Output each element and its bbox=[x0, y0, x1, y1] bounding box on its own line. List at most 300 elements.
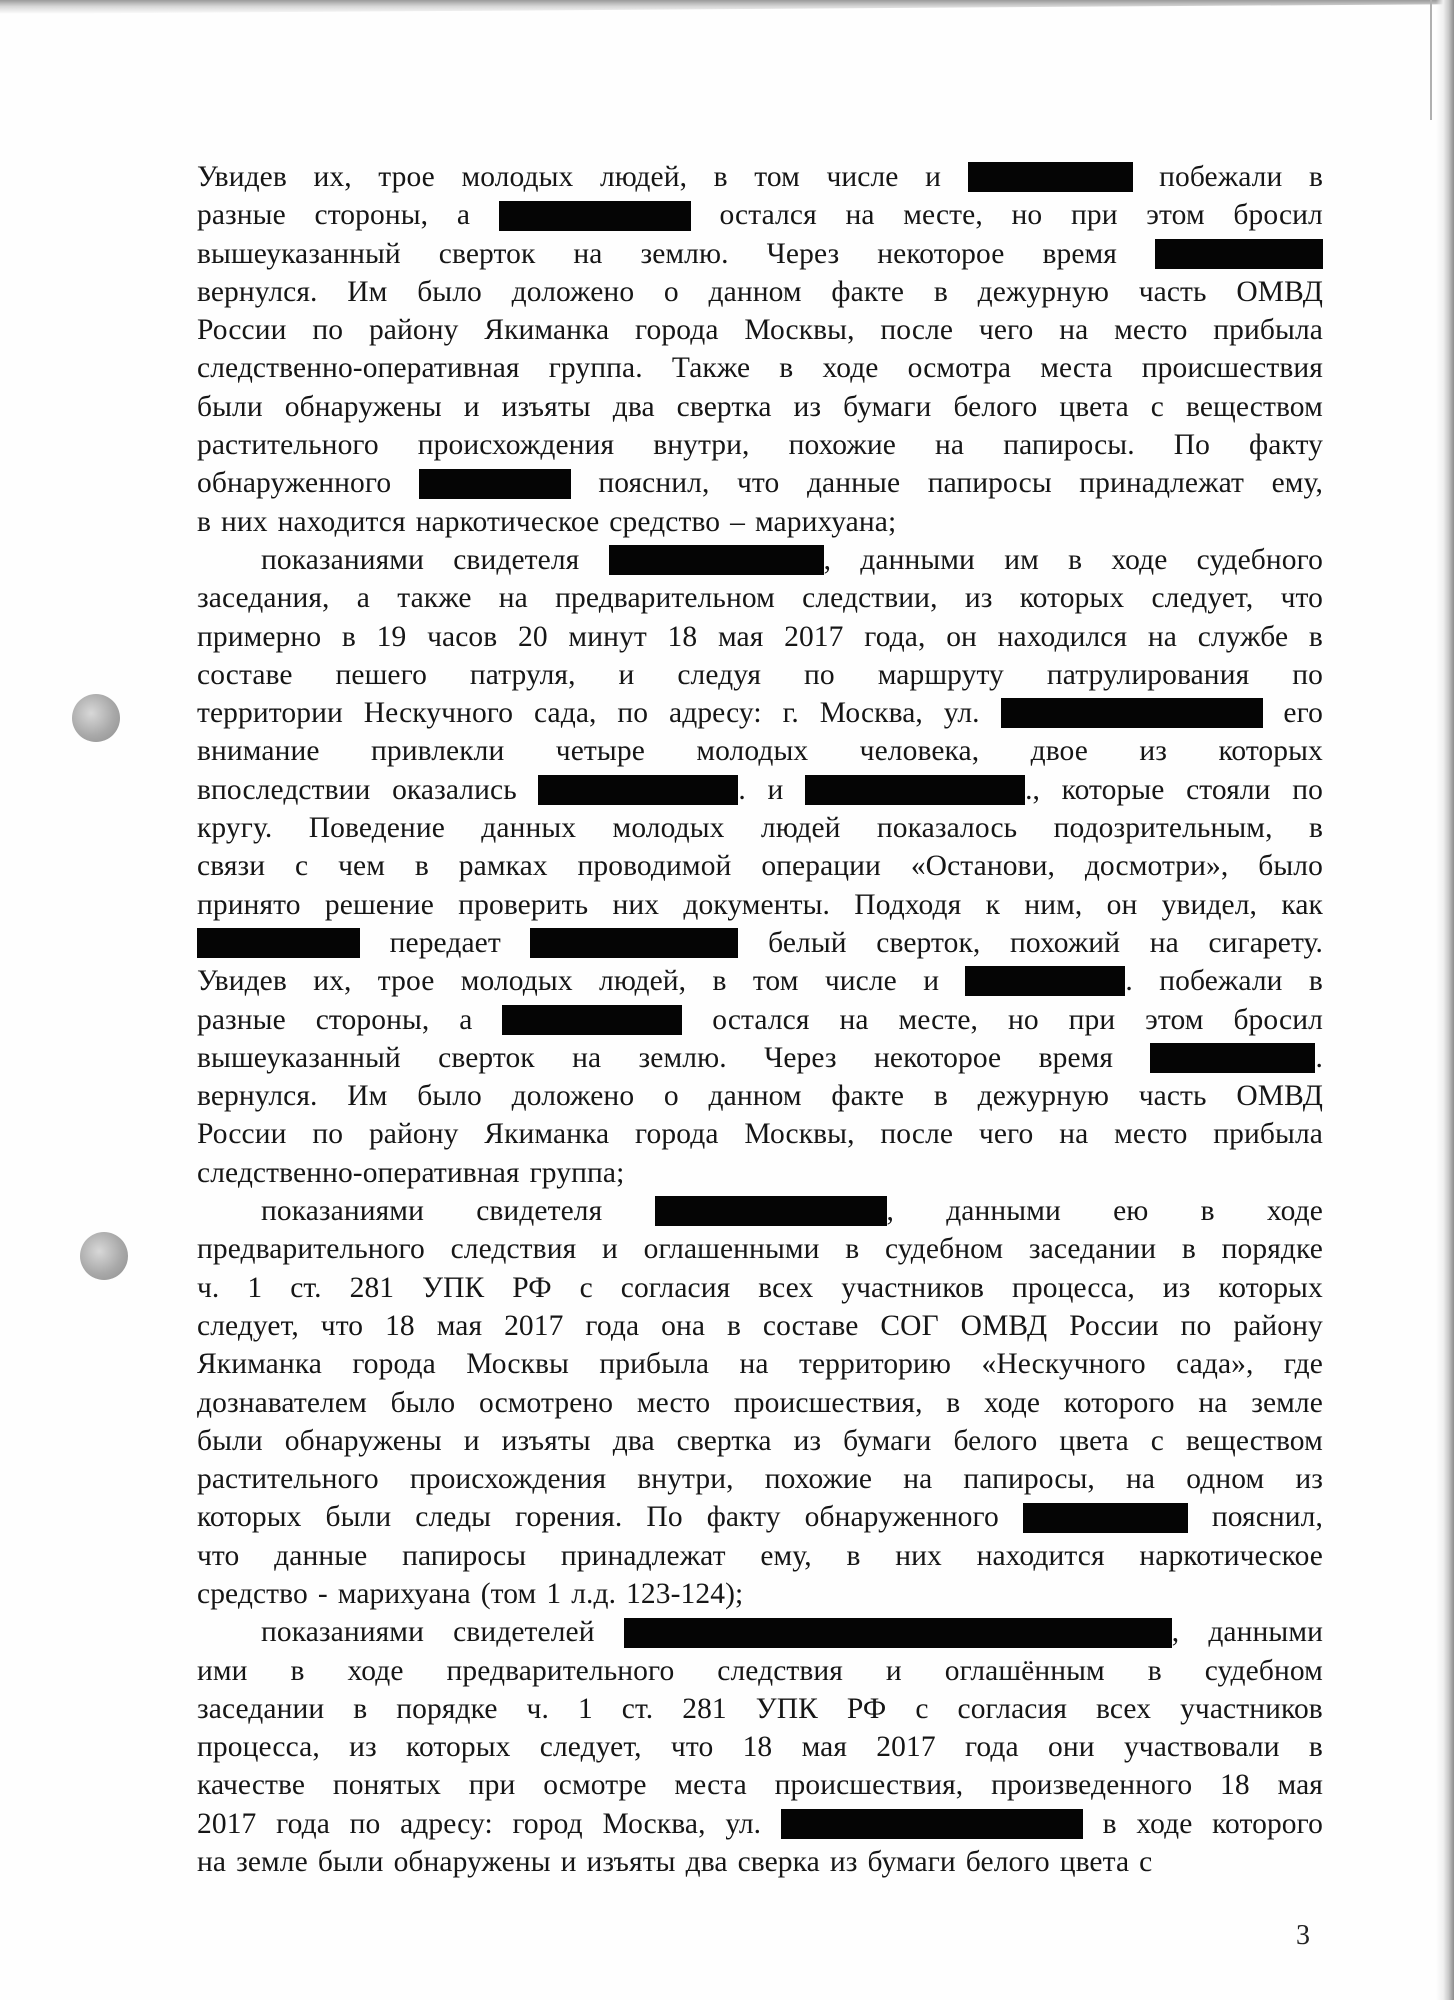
word: марихуана; bbox=[754, 505, 897, 538]
word-group bbox=[767, 235, 840, 273]
word-group bbox=[369, 311, 459, 349]
word-group bbox=[1208, 1613, 1323, 1651]
text-line bbox=[197, 1805, 1323, 1843]
word: людей bbox=[760, 812, 841, 845]
word-group bbox=[761, 809, 841, 847]
word: примерно bbox=[197, 620, 322, 653]
word-group bbox=[1236, 1077, 1323, 1115]
word-group bbox=[1023, 1498, 1188, 1536]
word: которого bbox=[1212, 1807, 1323, 1840]
text-line bbox=[197, 349, 1323, 387]
word: были bbox=[325, 1501, 392, 1534]
word-group bbox=[197, 388, 263, 426]
word-group bbox=[197, 1652, 248, 1690]
word: мая bbox=[1277, 1769, 1323, 1802]
word: происхождения bbox=[409, 1463, 607, 1496]
scan-right-line bbox=[1430, 0, 1432, 120]
word-group bbox=[867, 1843, 955, 1881]
word-group bbox=[622, 1690, 653, 1728]
word-group bbox=[453, 541, 579, 579]
word: были bbox=[197, 390, 263, 423]
word: пояснил, bbox=[598, 467, 710, 500]
word-group bbox=[397, 579, 471, 617]
word: на bbox=[197, 1846, 227, 1879]
word-group bbox=[1150, 924, 1179, 962]
word-group bbox=[1064, 1384, 1175, 1422]
word-group bbox=[807, 464, 900, 502]
word-group bbox=[1159, 962, 1282, 1000]
word: которого bbox=[1063, 1386, 1175, 1419]
word: Москвы, bbox=[744, 314, 855, 347]
punch-hole-bottom bbox=[80, 1232, 128, 1280]
word: свертка bbox=[676, 390, 772, 423]
word-group bbox=[357, 579, 370, 617]
word: следует, bbox=[197, 1309, 299, 1342]
word: два bbox=[612, 1424, 655, 1457]
word: 281 bbox=[349, 1271, 395, 1304]
word: ОМВД bbox=[1236, 275, 1323, 308]
redaction-block bbox=[1150, 1043, 1315, 1073]
word: доложено bbox=[511, 275, 635, 308]
word: которых bbox=[406, 1731, 511, 1764]
word: оглашённым bbox=[944, 1654, 1105, 1687]
word-group bbox=[197, 732, 320, 770]
word-group bbox=[197, 1537, 239, 1575]
word-group bbox=[438, 1039, 535, 1077]
word: папиросы bbox=[402, 1539, 527, 1572]
word-group bbox=[1213, 1115, 1323, 1153]
word-group bbox=[946, 1384, 960, 1422]
word: «Нескучного bbox=[981, 1348, 1146, 1381]
word-group bbox=[466, 1345, 569, 1383]
redaction-block bbox=[781, 1809, 1083, 1839]
word-group bbox=[406, 1728, 510, 1766]
word: из bbox=[349, 1731, 377, 1764]
word: ими bbox=[197, 1654, 248, 1687]
word: веществом bbox=[1185, 1424, 1323, 1457]
word: года bbox=[276, 1807, 330, 1840]
word-group bbox=[830, 1843, 858, 1881]
word-group bbox=[1186, 388, 1323, 426]
word: ему, bbox=[1271, 467, 1323, 500]
word: вернулся. bbox=[197, 275, 318, 308]
word-group bbox=[309, 809, 445, 847]
word: участников bbox=[1180, 1692, 1323, 1725]
word-group bbox=[315, 196, 429, 234]
word-group bbox=[730, 503, 745, 541]
word: 18 bbox=[1220, 1769, 1250, 1802]
word: составе bbox=[197, 658, 293, 691]
word: города bbox=[635, 1118, 719, 1151]
word: в bbox=[933, 1080, 948, 1113]
word: данных bbox=[481, 812, 577, 845]
word-group bbox=[626, 1575, 743, 1613]
word-group bbox=[1114, 1115, 1187, 1153]
word: и bbox=[885, 1654, 902, 1687]
punctuation: ., bbox=[1025, 773, 1041, 806]
word-group bbox=[197, 235, 401, 273]
word-group bbox=[1151, 579, 1253, 617]
word-group bbox=[1155, 235, 1323, 273]
word-group bbox=[644, 1230, 820, 1268]
word-group bbox=[285, 1422, 442, 1460]
word-group bbox=[854, 886, 961, 924]
word-group bbox=[755, 503, 896, 541]
word-group bbox=[876, 1728, 935, 1766]
word: оказались bbox=[392, 773, 517, 806]
word-group bbox=[197, 1690, 324, 1728]
word: России bbox=[197, 314, 287, 347]
redaction-block bbox=[197, 928, 360, 958]
word: в bbox=[726, 1309, 741, 1342]
word-group bbox=[197, 1843, 226, 1881]
word: операции bbox=[761, 850, 881, 883]
word-group bbox=[197, 158, 287, 196]
word: подозрительным, bbox=[1053, 812, 1273, 845]
word-group bbox=[860, 541, 975, 579]
word-group bbox=[1113, 1192, 1148, 1230]
word-group bbox=[1059, 388, 1128, 426]
word-group bbox=[898, 1001, 978, 1039]
word: землю. bbox=[640, 237, 729, 270]
text-line bbox=[197, 1307, 1323, 1345]
text-line bbox=[197, 694, 1323, 732]
word-group bbox=[197, 1154, 520, 1192]
word-group bbox=[568, 618, 646, 656]
word: молодых bbox=[461, 161, 574, 193]
word: белого bbox=[965, 1846, 1050, 1879]
word: 281 bbox=[682, 1692, 727, 1725]
word-group bbox=[1284, 1345, 1323, 1383]
word: Москва, bbox=[602, 1807, 706, 1840]
word: в bbox=[1181, 1233, 1196, 1266]
word: проводимой bbox=[577, 850, 732, 883]
word-group bbox=[427, 618, 497, 656]
word: ею bbox=[1113, 1195, 1149, 1228]
redaction-block bbox=[1155, 239, 1323, 269]
word: в bbox=[197, 505, 212, 538]
word-group bbox=[805, 771, 1040, 809]
redaction-block bbox=[499, 201, 691, 231]
word: 19 bbox=[376, 620, 407, 653]
word: России bbox=[197, 1118, 287, 1151]
word-group bbox=[1040, 349, 1112, 387]
word: бросил bbox=[1233, 199, 1323, 232]
word-group bbox=[789, 426, 896, 464]
word: процесса, bbox=[197, 1731, 320, 1764]
text-line bbox=[197, 1537, 1323, 1575]
word-group bbox=[1162, 886, 1257, 924]
word: ул. bbox=[725, 1807, 762, 1840]
text-line bbox=[197, 1460, 1323, 1498]
text-line bbox=[197, 1766, 1323, 1804]
word: проверить bbox=[458, 888, 589, 921]
word: папиросы bbox=[927, 467, 1052, 500]
word-group bbox=[1059, 1422, 1128, 1460]
word-group bbox=[709, 1077, 802, 1115]
word-group bbox=[802, 579, 937, 617]
word: пояснил, bbox=[1211, 1501, 1323, 1534]
word-group bbox=[712, 962, 726, 1000]
word: цвета bbox=[1059, 1424, 1129, 1457]
word: По bbox=[646, 1501, 683, 1534]
word-group bbox=[236, 1843, 308, 1881]
word-group bbox=[416, 503, 600, 541]
word-group bbox=[1145, 1001, 1203, 1039]
word: патрулирования bbox=[1046, 658, 1250, 691]
text-line bbox=[197, 1422, 1323, 1460]
word: согласия bbox=[620, 1271, 731, 1304]
word: стояли bbox=[1186, 773, 1271, 806]
word: они bbox=[1048, 1731, 1095, 1764]
word: на bbox=[572, 1041, 602, 1074]
word-group bbox=[313, 158, 351, 196]
word-group bbox=[727, 1307, 741, 1345]
word-group bbox=[571, 1575, 616, 1613]
word-group bbox=[885, 1230, 1003, 1268]
word: из bbox=[793, 1424, 822, 1457]
word: папиросы. bbox=[1003, 429, 1135, 462]
word: земле bbox=[1251, 1386, 1323, 1419]
word-group bbox=[392, 771, 517, 809]
word-group bbox=[573, 235, 602, 273]
word-group bbox=[1042, 235, 1117, 273]
word: следствия bbox=[450, 1233, 577, 1266]
word: и bbox=[925, 161, 941, 193]
word-group bbox=[1139, 1077, 1207, 1115]
word-group bbox=[877, 809, 1017, 847]
word-group bbox=[674, 1766, 746, 1804]
word: происхождения bbox=[417, 429, 615, 462]
redaction-block bbox=[538, 775, 738, 805]
word-group bbox=[934, 273, 948, 311]
word-group bbox=[295, 847, 308, 885]
word: Увидев bbox=[197, 965, 287, 998]
word: впоследствии bbox=[197, 773, 371, 806]
word: средство bbox=[609, 505, 721, 538]
word-group bbox=[1220, 1766, 1250, 1804]
word-group bbox=[197, 273, 318, 311]
word-group bbox=[1212, 1498, 1323, 1536]
word: обнаружены bbox=[284, 1424, 442, 1457]
word: бумаги bbox=[843, 1424, 932, 1457]
text-line bbox=[197, 388, 1323, 426]
word-group bbox=[197, 1575, 308, 1613]
word-group bbox=[760, 1537, 811, 1575]
word: заседании bbox=[1028, 1233, 1157, 1266]
word: из bbox=[793, 390, 822, 423]
word-group bbox=[609, 541, 831, 579]
punctuation: , bbox=[823, 543, 832, 576]
word-group bbox=[1292, 656, 1323, 694]
word: территорию bbox=[798, 1348, 952, 1381]
word-group bbox=[278, 503, 406, 541]
word: растительного bbox=[197, 429, 379, 462]
word: молодых bbox=[460, 965, 573, 998]
word-group bbox=[677, 656, 761, 694]
word: осмотре bbox=[543, 1769, 647, 1802]
word-group bbox=[540, 1728, 642, 1766]
word-group bbox=[400, 1805, 493, 1843]
word-group bbox=[841, 1269, 984, 1307]
word: числе bbox=[826, 161, 899, 193]
word-group bbox=[290, 1269, 321, 1307]
word: свидетеля bbox=[476, 1195, 603, 1228]
word: принято bbox=[197, 888, 301, 921]
word-group bbox=[1020, 579, 1124, 617]
word-group bbox=[653, 426, 749, 464]
word: ему, bbox=[760, 1539, 812, 1572]
word: району bbox=[368, 1118, 459, 1151]
word: сверток bbox=[438, 1041, 535, 1074]
word-group bbox=[1198, 618, 1288, 656]
word-group bbox=[637, 1384, 710, 1422]
word-group bbox=[453, 1613, 595, 1651]
word: их, bbox=[313, 965, 352, 998]
word: ул. bbox=[943, 697, 980, 730]
word: были bbox=[317, 1846, 384, 1879]
word: составе bbox=[762, 1309, 859, 1342]
text-line bbox=[197, 1345, 1323, 1383]
word: всех bbox=[758, 1271, 814, 1304]
word-group bbox=[197, 1269, 219, 1307]
word: места bbox=[1040, 352, 1113, 385]
word: при bbox=[468, 1769, 516, 1802]
word-group bbox=[966, 1843, 1050, 1881]
word: два bbox=[685, 1846, 728, 1879]
word-group bbox=[347, 273, 387, 311]
word: свидетеля bbox=[453, 543, 580, 576]
word-group bbox=[1176, 1345, 1253, 1383]
word: были bbox=[197, 1424, 263, 1457]
word-group bbox=[843, 388, 931, 426]
word: с bbox=[1150, 390, 1164, 423]
word-group bbox=[677, 1422, 772, 1460]
word: 1 bbox=[546, 1577, 562, 1610]
word: их, bbox=[313, 161, 352, 193]
word: УПК bbox=[755, 1692, 818, 1725]
word-group bbox=[585, 1307, 639, 1345]
word: похожий bbox=[1009, 926, 1121, 959]
word: некоторое bbox=[877, 237, 1005, 270]
word-group bbox=[979, 1115, 1033, 1153]
word-group bbox=[378, 962, 435, 1000]
word: 1 bbox=[247, 1271, 263, 1304]
word: и bbox=[767, 773, 784, 806]
word: Им bbox=[347, 275, 388, 308]
word: патруля, bbox=[469, 658, 576, 691]
word-group bbox=[312, 311, 343, 349]
word-group bbox=[965, 962, 1132, 1000]
text-line bbox=[197, 1039, 1323, 1077]
word: внутри, bbox=[637, 1463, 734, 1496]
text-line bbox=[197, 235, 1323, 273]
word: бумаги bbox=[843, 390, 932, 423]
text-line bbox=[197, 1154, 1323, 1192]
word-group bbox=[764, 1039, 837, 1077]
word: доложено bbox=[511, 1080, 635, 1113]
word: в bbox=[933, 275, 948, 308]
word: 2017 bbox=[504, 1309, 564, 1342]
word-group bbox=[928, 464, 1052, 502]
word-group bbox=[1059, 311, 1088, 349]
word-group bbox=[934, 1077, 948, 1115]
word: судебного bbox=[1196, 543, 1323, 576]
word: качестве bbox=[197, 1769, 306, 1802]
word: горения. bbox=[515, 1501, 623, 1534]
word: что bbox=[737, 467, 780, 500]
word-group bbox=[390, 924, 501, 962]
word-group bbox=[439, 235, 536, 273]
word: в bbox=[1068, 543, 1083, 576]
text-line bbox=[197, 273, 1323, 311]
word: маршруту bbox=[877, 658, 1004, 691]
redaction-block bbox=[530, 928, 738, 958]
word: земле bbox=[236, 1846, 308, 1879]
word-group bbox=[637, 1460, 733, 1498]
word: о bbox=[663, 1080, 679, 1113]
word-group bbox=[318, 1843, 384, 1881]
word-group bbox=[717, 1652, 843, 1690]
redaction-block bbox=[502, 1005, 682, 1035]
word-group bbox=[1174, 426, 1210, 464]
word: часть bbox=[1138, 1080, 1207, 1113]
word-group bbox=[874, 1039, 1001, 1077]
word-group bbox=[197, 196, 286, 234]
word-group bbox=[664, 1077, 679, 1115]
word-group bbox=[1292, 771, 1323, 809]
word-group bbox=[518, 618, 548, 656]
word-group bbox=[718, 618, 763, 656]
word: чем bbox=[338, 850, 386, 883]
word: сада», bbox=[1176, 1348, 1254, 1381]
word-group bbox=[1233, 1001, 1322, 1039]
word-group bbox=[549, 349, 643, 387]
word: территории bbox=[197, 697, 343, 730]
word-group bbox=[502, 1001, 682, 1039]
word: на bbox=[845, 199, 875, 232]
word: им bbox=[1004, 543, 1039, 576]
word: том bbox=[754, 161, 800, 193]
scan-top-shadow bbox=[0, 0, 1454, 14]
word: этом bbox=[1145, 1003, 1204, 1036]
word-group bbox=[347, 1652, 403, 1690]
word: молодых bbox=[612, 812, 725, 845]
word: города bbox=[352, 1348, 436, 1381]
word: в bbox=[290, 1654, 305, 1687]
word-group bbox=[1003, 426, 1135, 464]
word: некоторое bbox=[874, 1041, 1002, 1074]
word: внутри, bbox=[653, 429, 750, 462]
word-group bbox=[394, 1843, 551, 1881]
word-group bbox=[1233, 196, 1322, 234]
word-group bbox=[197, 1115, 287, 1153]
word: сверток bbox=[438, 237, 536, 270]
word-group bbox=[457, 196, 470, 234]
word-group bbox=[744, 311, 854, 349]
word: после bbox=[880, 1118, 954, 1151]
word: Якиманка bbox=[484, 314, 610, 347]
word: 18 bbox=[385, 1309, 415, 1342]
word-group bbox=[318, 1575, 328, 1613]
word-group bbox=[946, 618, 977, 656]
word-group bbox=[512, 1269, 551, 1307]
word: и bbox=[463, 1424, 480, 1457]
word-group bbox=[1309, 158, 1323, 196]
word-group bbox=[738, 1843, 820, 1881]
word-group bbox=[1069, 1307, 1159, 1345]
word-group bbox=[1012, 1269, 1135, 1307]
